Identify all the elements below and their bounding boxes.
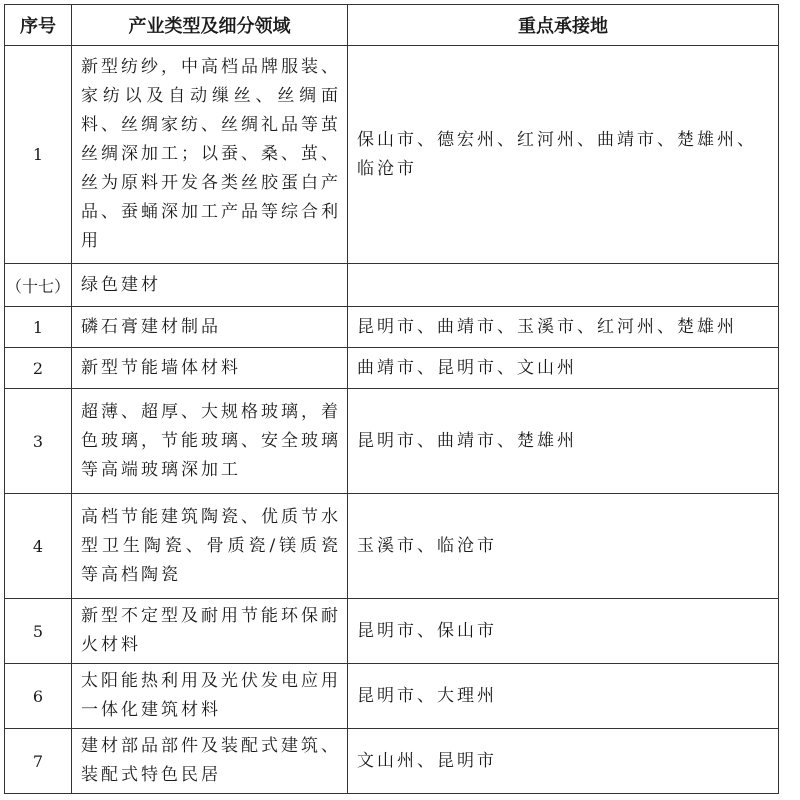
industry-category-cell: 超薄、超厚、大规格玻璃，着色玻璃，节能玻璃、安全玻璃等高端玻璃深加工 — [72, 389, 348, 494]
table-row — [5, 664, 779, 729]
key-locations-cell: 保山市、德宏州、红河州、曲靖市、楚雄州、临沧市 — [348, 46, 779, 264]
serial-number-cell: 7 — [5, 729, 72, 794]
key-locations-cell: 文山州、昆明市 — [348, 729, 779, 794]
section-number-cell: （十七） — [5, 264, 72, 307]
table-row — [5, 348, 779, 389]
industry-table — [4, 4, 779, 794]
key-locations-cell: 昆明市、曲靖市、楚雄州 — [348, 389, 779, 494]
industry-category-cell: 太阳能热利用及光伏发电应用一体化建筑材料 — [72, 664, 348, 729]
serial-number-cell: 5 — [5, 599, 72, 664]
industry-category-cell: 新型节能墙体材料 — [72, 348, 348, 389]
industry-category-cell: 建材部品部件及装配式建筑、装配式特色民居 — [72, 729, 348, 794]
table-row — [5, 494, 779, 599]
header-serial-number: 序号 — [5, 5, 72, 46]
industry-category-cell: 磷石膏建材制品 — [72, 307, 348, 348]
table-header-row — [5, 5, 779, 46]
industry-category-cell: 新型纺纱，中高档品牌服装、家纺以及自动缫丝、丝绸面料、丝绸家纺、丝绸礼品等茧丝绸深加工；以蚕、桑、茧、丝为原料开发各类丝胶蛋白产品、蚕蛹深加工产品等综合利用 — [72, 46, 348, 264]
table-row — [5, 729, 779, 794]
serial-number-cell: 1 — [5, 46, 72, 264]
key-locations-cell: 昆明市、大理州 — [348, 664, 779, 729]
key-locations-cell — [348, 264, 779, 307]
key-locations-cell: 昆明市、曲靖市、玉溪市、红河州、楚雄州 — [348, 307, 779, 348]
key-locations-cell: 曲靖市、昆明市、文山州 — [348, 348, 779, 389]
table-row — [5, 389, 779, 494]
table-row — [5, 46, 779, 264]
serial-number-cell: 3 — [5, 389, 72, 494]
section-row-green-building-materials — [5, 264, 779, 307]
serial-number-cell: 4 — [5, 494, 72, 599]
table-row — [5, 307, 779, 348]
serial-number-cell: 2 — [5, 348, 72, 389]
industry-category-cell: 新型不定型及耐用节能环保耐火材料 — [72, 599, 348, 664]
section-title-cell: 绿色建材 — [72, 264, 348, 307]
key-locations-cell: 昆明市、保山市 — [348, 599, 779, 664]
serial-number-cell: 6 — [5, 664, 72, 729]
serial-number-cell: 1 — [5, 307, 72, 348]
header-industry-category: 产业类型及细分领域 — [72, 5, 348, 46]
key-locations-cell: 玉溪市、临沧市 — [348, 494, 779, 599]
table-row — [5, 599, 779, 664]
industry-category-cell: 高档节能建筑陶瓷、优质节水型卫生陶瓷、骨质瓷/镁质瓷等高档陶瓷 — [72, 494, 348, 599]
header-key-locations: 重点承接地 — [348, 5, 779, 46]
